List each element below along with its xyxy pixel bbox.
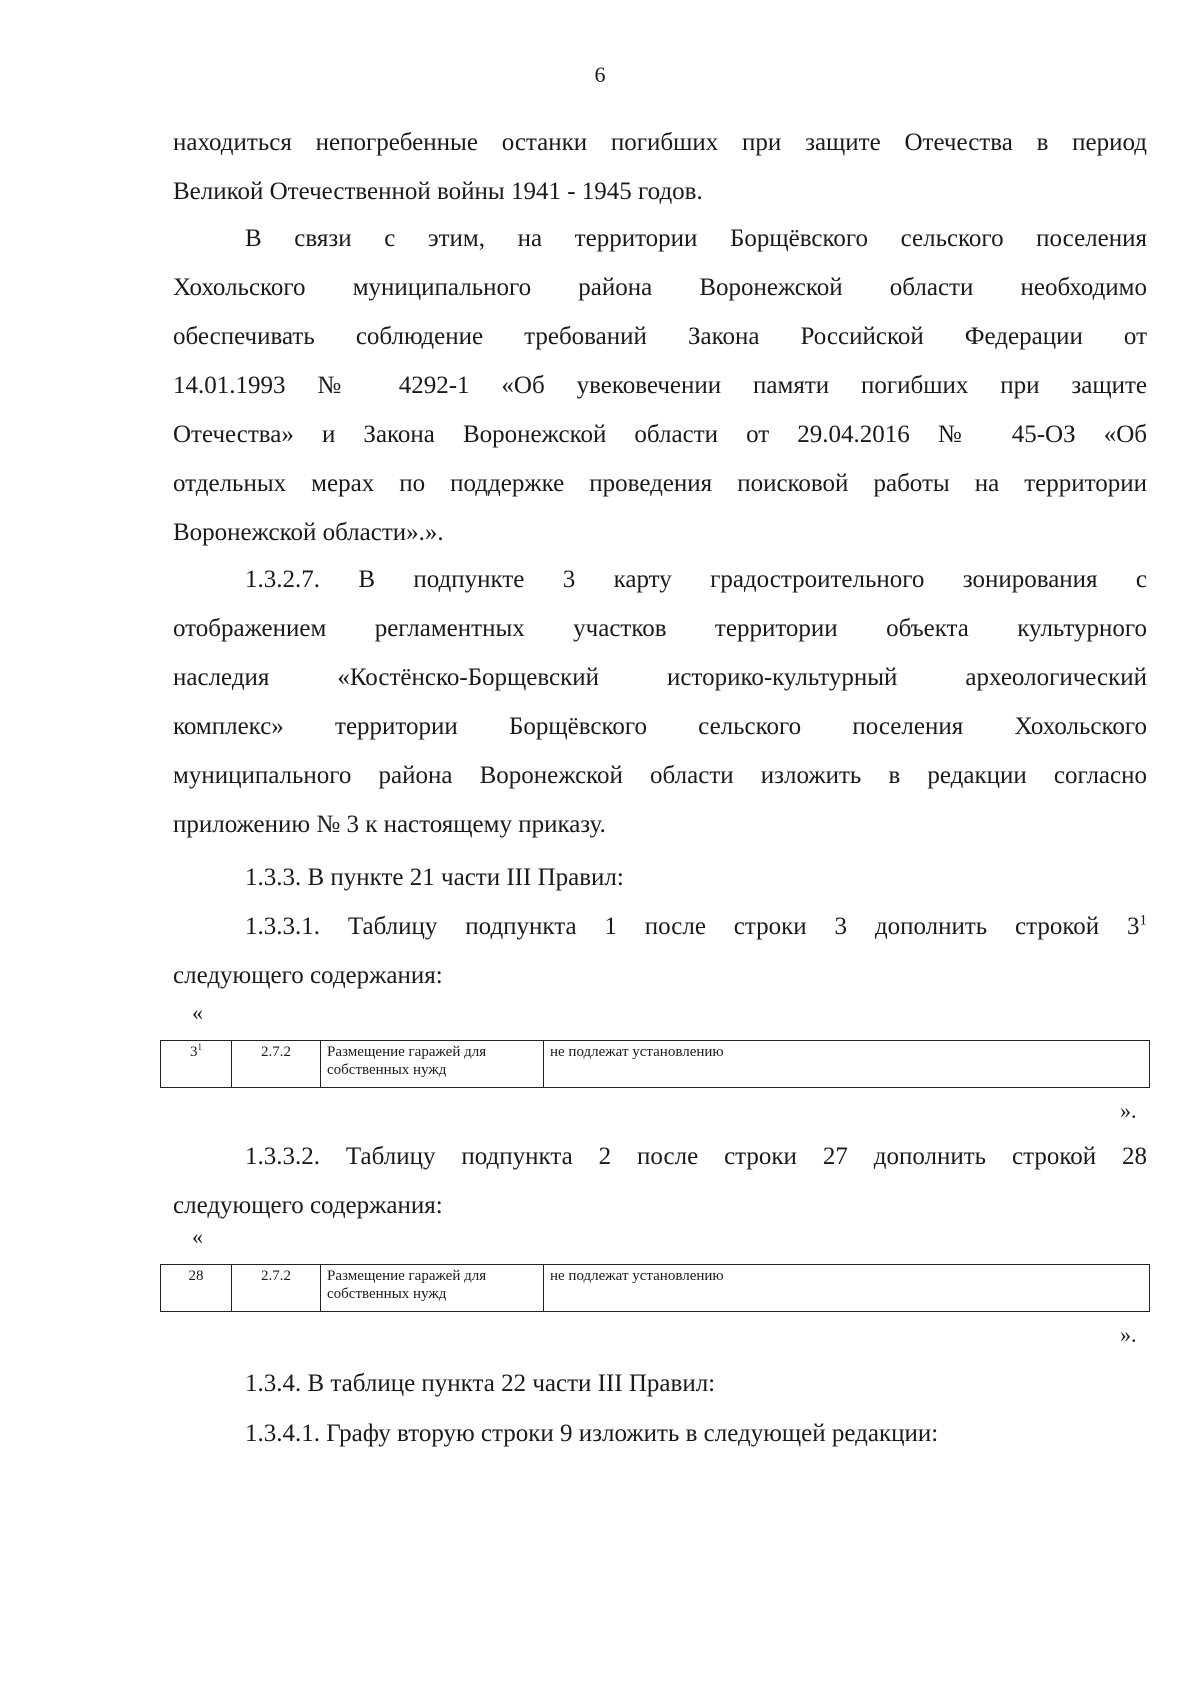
- text-line: отдельных мерах по поддержке проведения поисковой работы на территории: [173, 470, 1147, 497]
- row-number: 3: [190, 1044, 198, 1060]
- paragraph-1-3-2-7: [173, 555, 1147, 849]
- table-row: [161, 1041, 1150, 1088]
- text-line: находиться непогребенные останки погибших при защите Отечества в период: [173, 129, 1147, 156]
- text-line: следующего содержания:: [173, 962, 443, 989]
- text-line: 1.3.2.7. В подпункте 3 карту градостроительного зонирования с: [245, 566, 1147, 593]
- row-number-sup: 1: [197, 1042, 202, 1052]
- text-line: 1.3.3.2. Таблицу подпункта 2 после строки 27 дополнить строкой 28: [245, 1143, 1147, 1170]
- paragraph-1-3-4-1: 1.3.4.1. Графу вторую строки 9 изложить в следующей редакции:: [245, 1420, 939, 1447]
- table-row: [161, 1265, 1150, 1312]
- use-name-cell: Размещение гаражей для собственных нужд: [321, 1041, 544, 1088]
- quote-close: ».: [1120, 1322, 1137, 1347]
- inserted-table-row-28: [160, 1264, 1150, 1312]
- page-number: 6: [594, 62, 606, 87]
- paragraph-1-3-4: 1.3.4. В таблице пункта 22 части III Правил:: [245, 1370, 716, 1397]
- text-line: [173, 902, 1147, 951]
- text-main: 1.3.3.1. Таблицу подпункта 1 после строки 3 дополнить строкой 3: [245, 913, 1140, 940]
- paragraph-continuation: [173, 118, 1147, 216]
- quote-open: «: [192, 1000, 203, 1025]
- paragraph-1-3-3-2: [173, 1132, 1147, 1230]
- code-cell: 2.7.2: [232, 1041, 321, 1088]
- row-number-cell: 28: [161, 1265, 232, 1312]
- text-line: комплекс» территории Борщёвского сельского поселения Хохольского: [173, 713, 1147, 740]
- text-line: Великой Отечественной войны 1941 - 1945 годов.: [173, 178, 703, 205]
- paragraph-1-3-3-1: [173, 902, 1147, 1000]
- text-line: приложению № 3 к настоящему приказу.: [173, 811, 606, 838]
- quote-close: ».: [1120, 1098, 1137, 1123]
- paragraph-military-burials: [173, 214, 1147, 557]
- text-line: следующего содержания:: [173, 1192, 443, 1219]
- text-line: муниципального района Воронежской области изложить в редакции согласно: [173, 762, 1147, 789]
- row-number-cell: [161, 1041, 232, 1088]
- text-line: 14.01.1993 № 4292-1 «Об увековечении памяти погибших при защите: [173, 372, 1147, 399]
- paragraph-1-3-3: 1.3.3. В пункте 21 части III Правил:: [245, 864, 624, 891]
- text-line: В связи с этим, на территории Борщёвского сельского поселения: [245, 225, 1147, 252]
- code-cell: 2.7.2: [232, 1265, 321, 1312]
- parameter-cell: не подлежат установлению: [544, 1041, 1150, 1088]
- text-line: наследия «Костёнско-Борщевский историко-культурный археологический: [173, 664, 1147, 691]
- superscript: 1: [1139, 912, 1147, 929]
- text-line: Воронежской области».».: [173, 519, 444, 546]
- text-line: Хохольского муниципального района Воронежской области необходимо: [173, 274, 1147, 301]
- use-name-cell: Размещение гаражей для собственных нужд: [321, 1265, 544, 1312]
- quote-open: «: [192, 1224, 203, 1249]
- inserted-table-row-3-1: [160, 1040, 1150, 1088]
- text-line: отображением регламентных участков территории объекта культурного: [173, 615, 1147, 642]
- text-line: Отечества» и Закона Воронежской области от 29.04.2016 № 45-ОЗ «Об: [173, 421, 1147, 448]
- parameter-cell: не подлежат установлению: [544, 1265, 1150, 1312]
- text-line: обеспечивать соблюдение требований Закона Российской Федерации от: [173, 323, 1147, 350]
- document-body: [173, 118, 1147, 849]
